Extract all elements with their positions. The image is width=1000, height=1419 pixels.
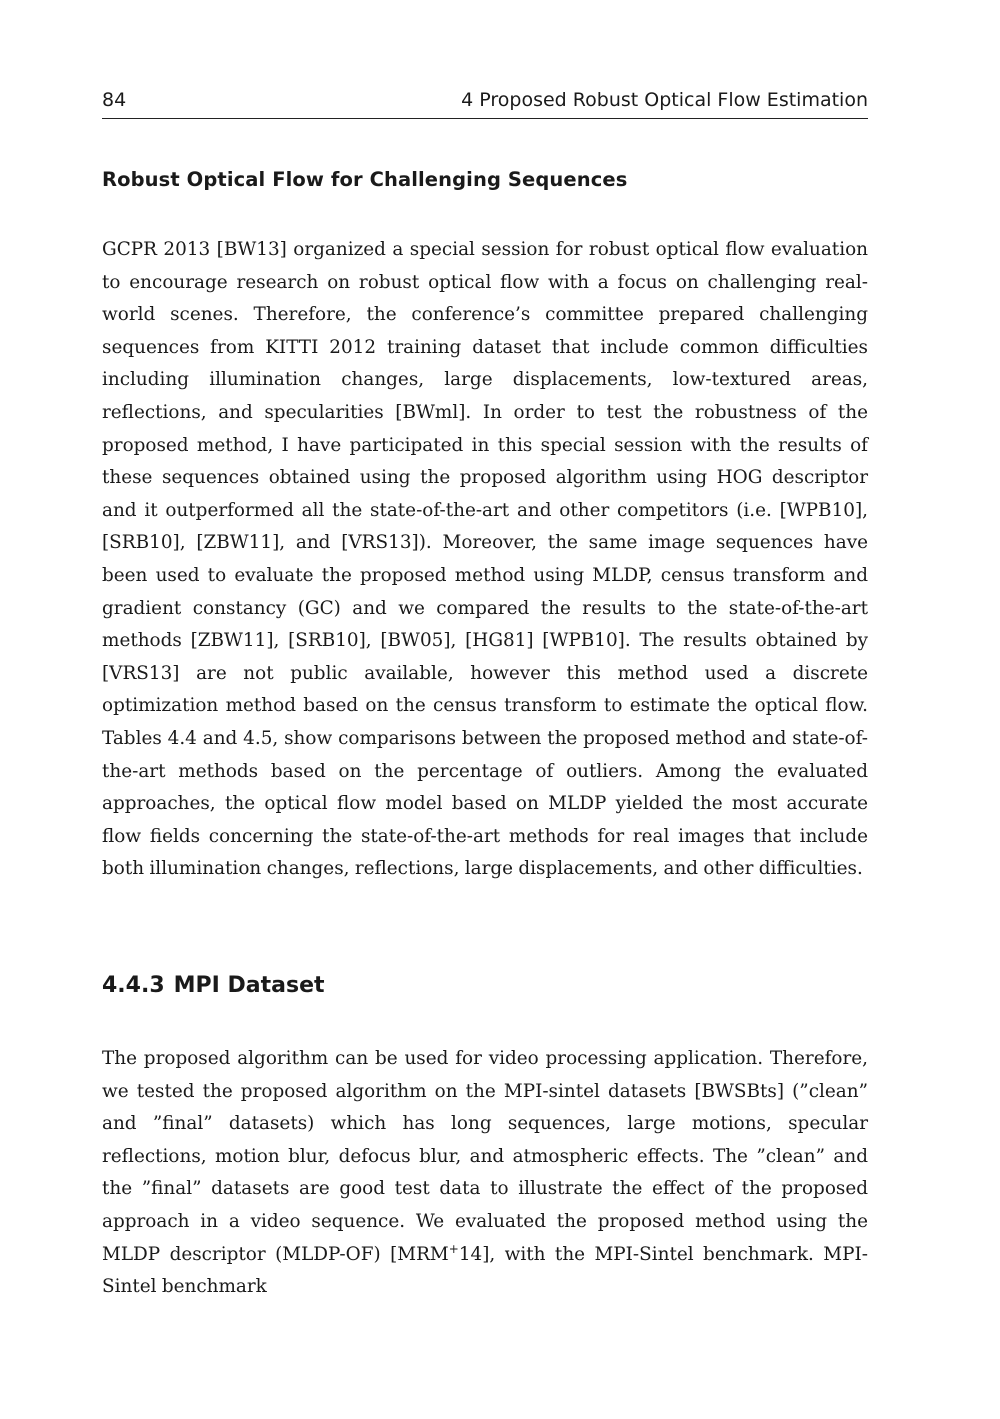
running-header [102, 88, 868, 119]
section-title: MPI Dataset [173, 973, 325, 998]
section-number: 4.4.3 [102, 973, 165, 998]
subsection-heading: Robust Optical Flow for Challenging Sequences [102, 168, 628, 191]
page-number: 84 [102, 89, 127, 111]
section-paragraph-text-continued: 14], with the MPI-Sintel benchmark. MPI-Sintel benchmark [102, 1243, 868, 1298]
citation-superscript: + [448, 1241, 459, 1256]
section-paragraph [102, 1043, 868, 1304]
chapter-title: 4 Proposed Robust Optical Flow Estimation [461, 89, 868, 111]
section-heading [102, 973, 325, 998]
subsection-paragraph: GCPR 2013 [BW13] organized a special session for robust optical flow evaluation to encourage research on robust optical flow with a focus on challenging real-world scenes. Therefore, the conference’s committee prepared challenging sequences from KITTI 2012 training dataset that include common difficulties including illumination changes, large displacements, low-textured areas, reflections, and specularities [BWml]. In order to test the robustness of the proposed method, I have participated in this special session with the results of these sequences obtained using the proposed algorithm using HOG descriptor and it outperformed all the state-of-the-art and other competitors (i.e. [WPB10], [SRB10], [ZBW11], and [VRS13]). Moreover, the same image sequences have been used to evaluate the proposed method using MLDP, census transform and gradient constancy (GC) and we compared the results to the state-of-the-art methods [ZBW11], [SRB10], [BW05], [HG81] [WPB10]. The results obtained by [VRS13] are not public available, however this method used a discrete optimization method based on the census transform to estimate the optical flow. Tables 4.4 and 4.5, show comparisons between the proposed method and state-of-the-art methods based on the percentage of outliers. Among the evaluated approaches, the optical flow model based on MLDP yielded the most accurate flow fields concerning the state-of-the-art methods for real images that include both illumination changes, reflections, large displacements, and other difficulties. [102, 239, 868, 880]
section-paragraph-text: The proposed algorithm can be used for video processing application. Therefore, we tested the proposed algorithm on the MPI-sintel datasets [BWSBts] (”clean” and ”final” datasets) which has long sequences, large motions, specular reflections, motion blur, defocus blur, and atmospheric effects. The ”clean” and the ”final” datasets are good test data to illustrate the effect of the proposed approach in a video sequence. We evaluated the proposed method using the MLDP descriptor (MLDP-OF) [MRM [102, 1048, 868, 1265]
